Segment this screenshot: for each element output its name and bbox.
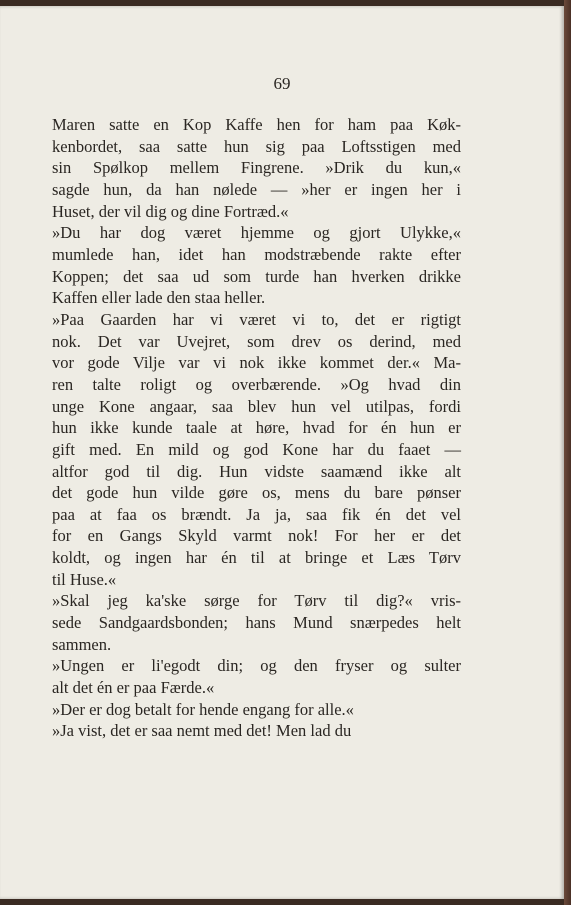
paragraph xyxy=(52,309,461,591)
text-line: paa at faa os brændt. Ja ja, saa fik én det vel xyxy=(52,504,461,524)
text-line: »Du har dog været hjemme og gjort Ulykke,« xyxy=(52,223,461,243)
text-line: mumlede han, idet han modstræbende rakte efter xyxy=(52,244,461,264)
text-line: Koppen; det saa ud som turde han hverken drikke xyxy=(52,266,461,286)
page-edge xyxy=(564,0,571,905)
page-number: 69 xyxy=(273,74,291,93)
paragraph xyxy=(52,114,461,222)
text-line: ren talte roligt og overbærende. »Og hvad din xyxy=(52,374,461,394)
text-line: sagde hun, da han nølede — »her er ingen her i xyxy=(52,179,461,199)
text-line: gift med. En mild og god Kone har du faaet — xyxy=(52,439,461,459)
text-line: kenbordet, saa satte hun sig paa Loftsstigen med xyxy=(52,136,461,156)
text-line: sammen. xyxy=(52,634,112,654)
paragraph xyxy=(52,699,461,721)
text-line: til Huse.« xyxy=(52,569,117,589)
text-line: altfor god til dig. Hun vidste saamænd ikke alt xyxy=(52,461,461,481)
paragraph xyxy=(52,590,461,655)
text-line: »Der er dog betalt for hende engang for alle.« xyxy=(52,699,354,719)
text-line: for en Gangs Skyld varmt nok! For her er det xyxy=(52,526,461,546)
text-line: nok. Det var Uvejret, som drev os derind, med xyxy=(52,331,461,351)
text-line: hun ikke kunde taale at høre, hvad for én hun er xyxy=(52,418,461,438)
paragraph xyxy=(52,222,461,309)
text-line: Kaffen eller lade den staa heller. xyxy=(52,288,266,308)
text-line: Huset, der vil dig og dine Fortræd.« xyxy=(52,201,289,221)
paragraph xyxy=(52,655,461,698)
text-line: »Paa Gaarden har vi været vi to, det er rigtigt xyxy=(52,309,461,329)
text-line: sin Spølkop mellem Fingrene. »Drik du kun,« xyxy=(52,158,461,178)
text-line: det gode hun vilde gøre os, mens du bare pønser xyxy=(52,483,461,503)
book-page xyxy=(0,6,564,899)
text-line: »Skal jeg ka'ske sørge for Tørv til dig?« vris- xyxy=(52,591,461,611)
text-line: sede Sandgaardsbonden; hans Mund snærpedes helt xyxy=(52,613,461,633)
text-line: koldt, og ingen har én til at bringe et Læs Tørv xyxy=(52,548,461,568)
text-line: »Ja vist, det er saa nemt med det! Men lad du xyxy=(52,721,352,741)
page-body xyxy=(52,114,461,742)
text-line: vor gode Vilje var vi nok ikke kommet der.« Ma- xyxy=(52,353,461,373)
text-line: Maren satte en Kop Kaffe hen for ham paa Køk- xyxy=(52,115,461,134)
text-line: alt det én er paa Færde.« xyxy=(52,678,215,698)
text-line: »Ungen er li'egodt din; og den fryser og sulter xyxy=(52,656,461,676)
paragraph xyxy=(52,720,461,742)
text-line: unge Kone angaar, saa blev hun vel utilpas, fordi xyxy=(52,396,461,416)
